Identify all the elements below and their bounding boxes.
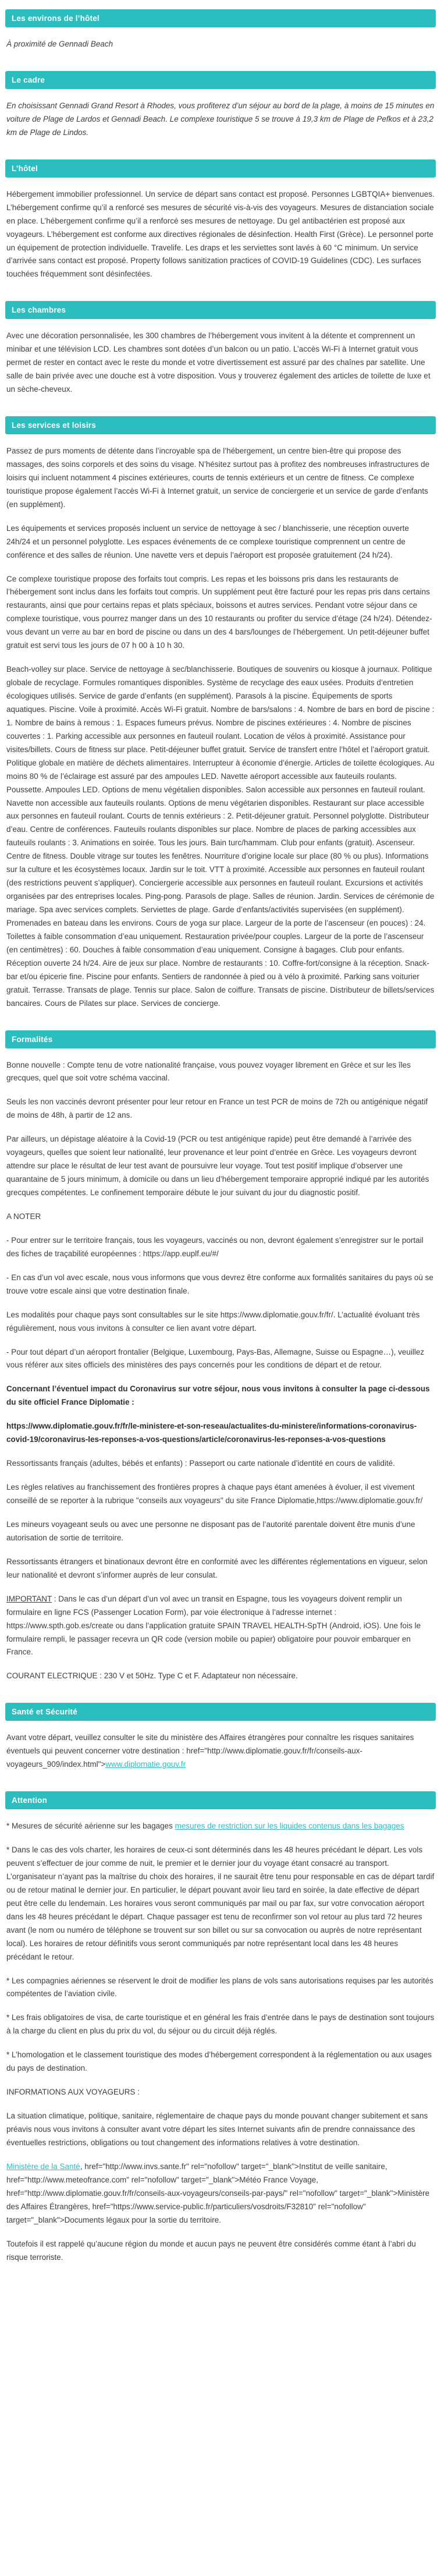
text-run: Avec une décoration personnalisée, les 300 chambres de l’hébergement vous invitent à la détente et comprennent un minibar et une télévision LCD. Les chambres sont dotées d’un balcon ou un patio. L’accès Wi-Fi à Internet gratuit vous permet de rester en contact avec le reste du monde et votre divertissement est assuré par des chaînes par satellite. Une salle de bain privée avec une douche est à votre disposition. Vous y trouverez également des articles de toilette de luxe et un sèche-cheveux. — [6, 331, 431, 394]
paragraph — [6, 1731, 435, 1771]
text-run: À proximité de Gennadi Beach — [6, 40, 113, 48]
text-run: - En cas d’un vol avec escale, nous vous informons que vous devrez être conforme aux formalités sanitaires du pays où se trouve votre escale ainsi que votre destination finale. — [6, 1273, 433, 1295]
text-run: COURANT ELECTRIQUE : 230 V et 50Hz. Type C et F. Adaptateur non nécessaire. — [6, 1671, 298, 1681]
liquides-bagages-link[interactable]: mesures de restriction sur les liquides contenus dans les bagages — [175, 1822, 404, 1831]
paragraph — [6, 1346, 435, 1373]
ministere-sante-link[interactable]: Ministère de la Santé — [6, 2162, 80, 2171]
section-chambres — [5, 301, 436, 396]
text-run: Passez de purs moments de détente dans l’incroyable spa de l’hébergement, un centre bien-être qui propose des massages, des soins corporels et des soins du visage. N’hésitez surtout pas à profitez des nombreuses infrastructures de loisirs qui incluent notamment 4 piscines extérieures, courts de tennis extérieurs et un centre de fitness. Ce complexe touristique propose également l’accès Wi-Fi à Internet gratuit, un service de conciergerie et un service de garde d’enfants (en supplément). — [6, 447, 430, 509]
text-run: , href="http://www.invs.sante.fr" rel="nofollow" target="_blank">Institut de veille sanitaire, href="http://www.meteofrance.com" rel="nofollow" target="_blank">Météo France Voyage, href="http://www.diplomatie.gouv.fr/fr/conseils-aux-voyageurs/conseils-par-pays/" rel="nofollow" target="_blank">Ministère des Affaires Étrangères, href="https://www.service-public.fr/particuliers/vosdroits/F32810" rel="nofollow" target="_blank">Documents légaux pour la sortie du territoire. — [6, 2162, 430, 2224]
text-run: Ressortissants français (adultes, bébés et enfants) : Passeport ou carte nationale d’identité en cours de validité. — [6, 1459, 395, 1468]
section-header-chambres — [5, 301, 436, 319]
paragraph — [6, 1975, 435, 2001]
text-run: Bonne nouvelle : Compte tenu de votre nationalité française, vous pouvez voyager librement en Grèce et sur les îles grecques, quel que soit votre schéma vaccinal. — [6, 1060, 411, 1083]
section-header-attention — [5, 1791, 436, 1809]
paragraph — [6, 2086, 435, 2099]
text-run: A NOTER — [6, 1211, 41, 1221]
section-title: Santé et Sécurité — [12, 1707, 77, 1717]
section-header-sante-securite — [5, 1703, 436, 1721]
text-run: Toutefois il est rappelé qu’aucune région du monde et aucun pays ne peuvent être considérés comme étant à l’abri du risque terroriste. — [6, 2239, 416, 2262]
paragraph — [6, 1555, 435, 1582]
paragraph — [6, 1844, 435, 1964]
paragraph — [6, 2160, 435, 2227]
text-run: Par ailleurs, un dépistage aléatoire à la Covid-19 (PCR ou test antigénique rapide) peut être demandé à l’arrivée des voyageurs, quelles que soient leur nationalité, leur provenance et leur point d’entrée en Grèce. Les voyageurs devront attendre sur place le résultat de leur test avant de poursuivre leur voyage. Tout test positif implique d’observer une quarantaine de 5 jours minimum, à domicile ou dans un lieu d’hébergement temporaire approprié indiqué par les autorités grecques compétentes. Le confinement temporaire débute le jour suivant du jour du diagnostic positif. — [6, 1135, 429, 1197]
section-title: Formalités — [12, 1034, 53, 1044]
text-run: Seuls les non vaccinés devront présenter pour leur retour en France un test PCR de moins de 72h ou antigénique négatif de moins de 48h, à partir de 12 ans. — [6, 1097, 428, 1120]
paragraph — [6, 1481, 435, 1508]
text-run: * L’homologation et le classement touristique des modes d’hébergement correspondent à la réglementation ou aux usages du pays de destination. — [6, 2050, 432, 2073]
text-run: Les mineurs voyageant seuls ou avec une personne ne disposant pas de l’autorité parentale doivent être munis d’une autorisation de sortie de territoire. — [6, 1519, 415, 1542]
section-header-services-loisirs — [5, 416, 436, 434]
text-run: * Mesures de sécurité aérienne sur les bagages — [6, 1822, 175, 1831]
paragraph — [6, 663, 435, 1010]
section-title: Le cadre — [12, 75, 45, 84]
paragraph — [6, 2049, 435, 2075]
section-hotel — [5, 160, 436, 282]
paragraph — [6, 1234, 435, 1261]
text-run: * Dans le cas des vols charter, les horaires de ceux-ci sont déterminés dans les 48 heures précédant le départ. Les vols peuvent s’effectuer de jour comme de nuit, le premier et le dernier jour du voyage étant consacré au transport. L’organisateur n’ayant pas la maîtrise du choix des horaires, il ne saurait être tenu pour responsable en cas de départ tardif ou de retour matinal le dernier jour. En particulier, le départ pouvant avoir lieu tard en soirée, la date effective de départ peut être celle du lendemain. Les horaires vous seront communiqués par mail ou par fax, sur votre convocation aéroport dans les 48 heures précédant le départ. Chaque passager est tenu de reconfirmer son vol retour au plus tard 72 heures avant (le nom ou numéro de téléphone se trouvent sur son billet ou sur sa convocation ou auprès de notre représentant local). Les horaires de retour définitifs vous seront communiqués par notre représentant local dans les 48 heures précédant le retour. — [6, 1845, 435, 1961]
text-run: Les équipements et services proposés incluent un service de nettoyage à sec / blanchisserie, une réception ouverte 24h/24 et un personnel polyglotte. Les espaces événements de ce complexe touristique comprennent un centre de conférence et des salles de réunion. Une navette vers et depuis l’aéroport est proposée gratuitement (24 h/24). — [6, 523, 409, 559]
paragraph — [6, 1133, 435, 1200]
section-title: L’hôtel — [12, 164, 38, 173]
paragraph — [6, 38, 435, 51]
paragraph — [6, 1457, 435, 1471]
section-header-cadre — [5, 71, 436, 89]
text-run: Les règles relatives au franchissement des frontières propres à chaque pays étant amenées à évoluer, il est vivement conseillé de se reporter à la rubrique "conseils aux voyageurs" du site France Diplomatie,https://www.diplomatie.gouv.fr/ — [6, 1483, 423, 1505]
paragraph — [6, 445, 435, 512]
text-run: https://www.diplomatie.gouv.fr/fr/le-ministere-et-son-reseau/actualites-du-ministere/informations-coronavirus-covid-19/coronavirus-les-reponses-a-vos-questions/article/coronavirus-les-reponses-a-vos-questions — [6, 1422, 417, 1444]
paragraph — [6, 1271, 435, 1298]
text-run: - Pour tout départ d’un aéroport frontalier (Belgique, Luxembourg, Pays-Bas, Allemagne, Suisse ou Espagne…), veuillez vous référer aux sites officiels des ministères des pays concernés pour les conditions de départ et de retour. — [6, 1347, 425, 1370]
paragraph — [6, 1518, 435, 1545]
paragraph — [6, 2011, 435, 2038]
paragraph — [6, 2238, 435, 2265]
text-run: Les modalités pour chaque pays sont consultables sur le site https://www.diplomatie.gouv.fr/fr/. L’actualité évoluant très régulièrement, nous vous invitons à consulter ce lien avant votre départ. — [6, 1310, 420, 1333]
paragraph — [6, 522, 435, 562]
paragraph — [6, 329, 435, 396]
section-services-loisirs — [5, 416, 436, 1011]
paragraph — [6, 1420, 435, 1447]
diplomatie-link[interactable]: www.diplomatie.gouv.fr — [105, 1760, 186, 1769]
paragraph — [6, 1820, 435, 1833]
text-run: Beach-volley sur place. Service de nettoyage à sec/blanchisserie. Boutiques de souvenirs ou kiosque à journaux. Politique globale de recyclage. Formules romantiques disponibles. Système de recyclage des eaux usées. Produits d’entretien écologiques utilisés. Service de garde d’enfants (en supplément). Parasols à la piscine. Équipements de sports aquatiques. Piscine. Voile à proximité. Accès Wi-Fi gratuit. Nombre de bars/salons : 4. Nombre de bars en bord de piscine : 1. Nombre de bains à remous : 1. Espaces fumeurs prévus. Nombre de piscines extérieures : 4. Nombre de piscines couvertes : 1. Parking accessible aux personnes en fauteuil roulant. Location de vélos à proximité. Assistance pour visites/billets. Cours de fitness sur place. Petit-déjeuner buffet gratuit. Service de transfert entre l’hôtel et l’aéroport gratuit. Politique globale en matière de déchets alimentaires. Interrupteur à économie d’énergie. Articles de toilette écologiques. Au moins 80 % de l’éclairage est assuré par des ampoules LED. Navette aéroport accessible aux fauteuils roulants. Poussette. Ampoules LED. Options de menu végétalien disponibles. Salon accessible aux personnes en fauteuil roulant. Navette non accessible aux fauteuils roulants. Options de menu végétarien disponibles. Restaurant sur place accessible aux personnes en fauteuil roulant. Courts de tennis extérieurs : 2. Petit-déjeuner gratuit. Personnel polyglotte. Distributeur d’eau. Centre de conférences. Fauteuils roulants disponibles sur place. Nombre de places de parking accessibles aux fauteuils roulants : 3. Animations en soirée. Tous les jours. Bain turc/hammam. Club pour enfants (gratuit). Ascenseur. Centre de fitness. Double vitrage sur toutes les fenêtres. Nourriture d’origine locale sur place (80 % ou plus). Informations sur la culture et les écosystèmes locaux. Jardin sur le toit. VTT à proximité. Accessible aux personnes en fauteuil roulant (des restrictions peuvent s’appliquer). Conciergerie accessible aux personnes en fauteuil roulant. Excursions et activités organisées par des entreprises locales. Ping-pong. Parasols de plage. Salles de réunion. Jardin. Services de cérémonie de mariage. Spa avec services complets. Serviettes de plage. Garde d’enfants/activités supervisées (en supplément). Promenades en bateau dans les environs. Cours de yoga sur place. Largeur de la porte de l’ascenseur (en pouces) : 24. Toilettes à faible consommation d’eau uniquement. Restauration privée/pour couples. Largeur de la porte de l’ascenseur (en centimètres) : 60. Douches à faible consommation d’eau uniquement. Consigne à bagages. Club pour enfants. Réception ouverte 24 h/24. Aire de jeux sur place. Nombre de restaurants : 10. Coffre-fort/consigne à la réception. Snack-bar et/ou épicerie fine. Piscine pour enfants. Sentiers de randonnée à pied ou à vélo à proximité. Parking sans voiturier gratuit. Terrasse. Transats de plage. Tennis sur place. Salon de coiffure. Transats de piscine. Distributeur de billets/services bancaires. Cours de Pilates sur place. Services de concierge. — [6, 665, 435, 1008]
section-header-environs-hotel — [5, 9, 436, 27]
paragraph — [6, 100, 435, 140]
section-title: Les services et loisirs — [12, 421, 96, 430]
text-run: Ressortissants étrangers et binationaux devront être en conformité avec les différentes réglementations en vigueur, selon leur nationalité et devront s’informer auprès de leur consulat. — [6, 1557, 428, 1579]
section-environs-hotel — [5, 9, 436, 51]
paragraph — [6, 1670, 435, 1683]
section-formalites — [5, 1030, 436, 1684]
paragraph — [6, 1593, 435, 1660]
section-title: Attention — [12, 1796, 48, 1805]
paragraph — [6, 1210, 435, 1224]
section-cadre — [5, 71, 436, 140]
section-title: Les environs de l’hôtel — [12, 14, 99, 23]
text-run: Ce complexe touristique propose des forfaits tout compris. Les repas et les boissons pris dans les restaurants de l’hébergement sont inclus dans les forfaits tout compris. Un supplément peut être facturé pour les repas pris dans certains restaurants, ainsi que pour certains repas et plats spéciaux, boissons et autres services. Pendant votre séjour dans ce complexe touristique, vous pourrez manger dans un des 10 restaurants ou profiter du service d’étage (24 h/24). Détendez-vous devant un verre au bar en bord de piscine ou dans un des 4 bars/lounges de l’hébergement. Un petit-déjeuner buffet gratuit est servi tous les jours de 07 h 00 à 10 h 30. — [6, 574, 432, 650]
section-header-hotel — [5, 160, 436, 178]
text-run: Avant votre départ, veuillez consulter le site du ministère des Affaires étrangères pour connaître les risques sanitaires éventuels qui peuvent concerner votre destination : href="http://www.diplomatie.gouv.fr/fr/conseils-aux-voyageurs_909/index.html"> — [6, 1733, 414, 1769]
text-run: Concernant l’éventuel impact du Coronavirus sur votre séjour, nous vous invitons à consulter la page ci-dessous du site officiel France Diplomatie : — [6, 1384, 430, 1407]
paragraph — [6, 188, 435, 282]
paragraph — [6, 1059, 435, 1086]
text-run: En choisissant Gennadi Grand Resort à Rhodes, vous profiterez d’un séjour au bord de la plage, à moins de 15 minutes en voiture de Plage de Lardos et Gennadi Beach. Le complexe touristique 5 se trouve à 19,3 km de Plage de Pefkos et à 23,2 km de Plage de Lindos. — [6, 101, 435, 137]
paragraph — [6, 2110, 435, 2150]
text-run: * Les frais obligatoires de visa, de carte touristique et en général les frais d’entrée dans le pays de destination sont toujours à la charge du client en plus du prix du vol, du séjour ou du circuit déjà réglés. — [6, 2013, 435, 2036]
text-run: Hébergement immobilier professionnel. Un service de départ sans contact est proposé. Personnes LGBTQIA+ bienvenues. L’hébergement confirme qu’il a renforcé ses mesures de sécurité vis-à-vis des voyageurs. Mesures de distanciation sociale en place. L’hébergement confirme qu’il a renforcé ses mesures de nettoyage. Du gel antibactérien est proposé aux voyageurs. L’hébergement est conforme aux directives régionales de désinfection. Health First (Grèce). Le personnel porte un équipement de protection individuelle. Travelife. Les draps et les serviettes sont lavés à 60 °C minimum. Un service d’arrivée sans contact est proposé. Property follows sanitization practices of COVID-19 Guidelines (CDC). Les surfaces touchées fréquemment sont désinfectées. — [6, 189, 435, 279]
text-run: : Dans le cas d’un départ d’un vol avec un transit en Espagne, tous les voyageurs doivent remplir un formulaire en ligne FCS (Passenger Location Form), par voie électronique à l’adresse internet : https://www.spth.gob.es/create ou dans l’application gratuite SPAIN TRAVEL HEALTH-SpTH (Android, iOS). Une fois le formulaire rempli, le passager recevra un QR code (version mobile ou papier) obligatoire pour pouvoir embarquer en France. — [6, 1594, 421, 1657]
section-title: Les chambres — [12, 306, 66, 315]
section-attention — [5, 1791, 436, 2264]
text-run: IMPORTANT — [6, 1594, 52, 1603]
text-run: * Les compagnies aériennes se réservent le droit de modifier les plans de vols sans autorisations requises par les autorités compétentes de l’aviation civile. — [6, 1976, 433, 1999]
text-run: INFORMATIONS AUX VOYAGEURS : — [6, 2088, 140, 2097]
paragraph — [6, 1096, 435, 1122]
text-run: La situation climatique, politique, sanitaire, réglementaire de chaque pays du monde pouvant changer subitement et sans préavis nous vous invitons à consulter avant votre départ les sites Internet suivants afin de prendre connaissance des éventuelles restrictions, obligations ou tout changement des informations relatives à votre destination. — [6, 2111, 428, 2147]
text-run: - Pour entrer sur le territoire français, tous les voyageurs, vaccinés ou non, devront également s’enregistrer sur le portail des fiches de traçabilité européennes : https://app.euplf.eu/#/ — [6, 1235, 424, 1258]
paragraph — [6, 1383, 435, 1409]
paragraph — [6, 1309, 435, 1335]
section-header-formalites — [5, 1030, 436, 1048]
paragraph — [6, 573, 435, 653]
section-sante-securite — [5, 1703, 436, 1771]
